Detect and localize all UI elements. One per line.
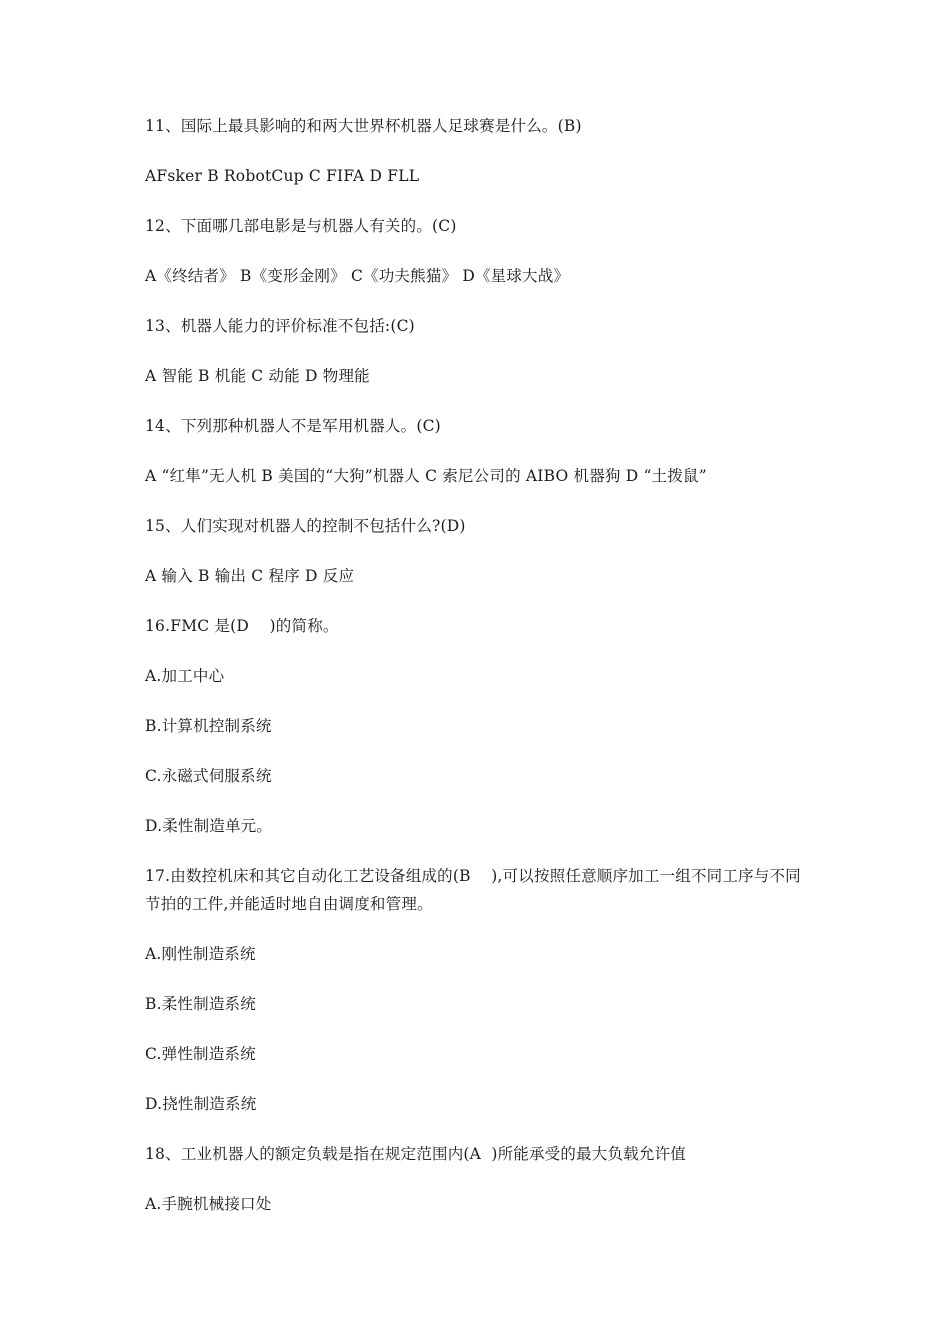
question-11: 11、国际上最具影响的和两大世界杯机器人足球赛是什么。(B): [145, 117, 582, 135]
question-12-options: A《终结者》 B《变形金刚》 C《功夫熊猫》 D《星球大战》: [145, 267, 570, 285]
question-14-options: A “红隼”无人机 B 美国的“大狗”机器人 C 索尼公司的 AIBO 机器狗 D “土拨鼠”: [145, 467, 707, 485]
question-17-option-d: D.挠性制造系统: [145, 1095, 257, 1113]
question-18: 18、工业机器人的额定负载是指在规定范围内(A )所能承受的最大负载允许值: [145, 1145, 686, 1163]
question-17-option-c: C.弹性制造系统: [145, 1045, 256, 1063]
question-13-options: A 智能 B 机能 C 动能 D 物理能: [145, 367, 370, 385]
question-11-options: AFsker B RobotCup C FIFA D FLL: [145, 167, 420, 185]
question-13: 13、机器人能力的评价标准不包括:(C): [145, 317, 415, 335]
document-body: [145, 112, 815, 1218]
question-16-option-d: D.柔性制造单元。: [145, 817, 273, 835]
question-17-option-b: B.柔性制造系统: [145, 995, 256, 1013]
question-15-options: A 输入 B 输出 C 程序 D 反应: [145, 567, 355, 585]
question-12: 12、下面哪几部电影是与机器人有关的。(C): [145, 217, 457, 235]
question-16-option-a: A.加工中心: [145, 667, 225, 685]
question-17: 17.由数控机床和其它自动化工艺设备组成的(B ),可以按照任意顺序加工一组不同工序与不同节拍的工件,并能适时地自由调度和管理。: [145, 867, 801, 913]
question-15: 15、人们实现对机器人的控制不包括什么?(D): [145, 517, 466, 535]
question-16-option-b: B.计算机控制系统: [145, 717, 272, 735]
question-18-option-a: A.手腕机械接口处: [145, 1195, 272, 1213]
question-16: 16.FMC 是(D )的简称。: [145, 617, 339, 635]
question-14: 14、下列那种机器人不是军用机器人。(C): [145, 417, 441, 435]
question-17-option-a: A.刚性制造系统: [145, 945, 256, 963]
question-16-option-c: C.永磁式伺服系统: [145, 767, 272, 785]
